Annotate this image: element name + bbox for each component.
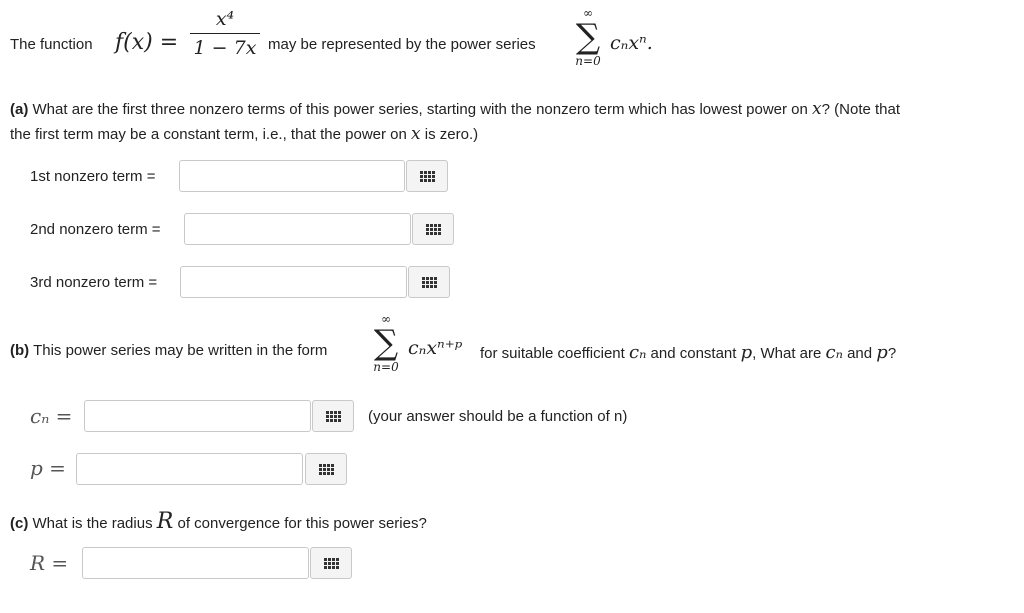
fraction-numerator: x⁴	[215, 8, 235, 30]
part-c-tag: (c)	[10, 515, 29, 532]
part-a-text-3: the first term may be a constant term, i.e., that the power on	[10, 126, 407, 143]
part-b-text-2: for suitable coefficient	[480, 345, 625, 362]
third-term-keypad-button[interactable]	[408, 266, 450, 298]
cn-symbol: cₙ	[628, 342, 647, 363]
part-a-var: x	[812, 99, 822, 119]
p-input[interactable]	[76, 453, 303, 485]
part-b-text-1: This power series may be written in the form	[33, 342, 328, 359]
keypad-grid-icon	[319, 464, 334, 475]
cn-input[interactable]	[84, 400, 311, 432]
first-term-keypad-button[interactable]	[406, 160, 448, 192]
part-a-text-2: ? (Note that	[821, 101, 901, 118]
fraction-denominator: 1 − 7x	[193, 37, 257, 59]
second-term-input[interactable]	[184, 213, 411, 245]
part-a-question	[10, 97, 1020, 147]
part-b-rest	[480, 342, 896, 363]
r-keypad-button[interactable]	[310, 547, 352, 579]
part-a-tag: (a)	[10, 101, 29, 118]
intro-middle: may be represented by the power series	[268, 36, 536, 53]
part-b-text-5: and	[847, 345, 873, 362]
part-b-text-3: and constant	[650, 345, 737, 362]
keypad-grid-icon	[422, 277, 437, 288]
function-name: f(x) =	[115, 30, 179, 55]
part-b-text-4: , What are	[752, 345, 822, 362]
p-symbol-2: p	[876, 342, 888, 363]
cn-symbol-2: cₙ	[825, 342, 843, 363]
sum-lower-b: n=0	[373, 360, 399, 374]
keypad-grid-icon	[324, 558, 339, 569]
r-symbol: R	[156, 509, 174, 534]
keypad-grid-icon	[426, 224, 441, 235]
third-term-input[interactable]	[180, 266, 407, 298]
part-b-text-6: ?	[887, 345, 897, 362]
p-label: p =	[30, 456, 66, 480]
intro-prefix: The function	[10, 36, 93, 53]
cn-hint: (your answer should be a function of n)	[368, 408, 628, 425]
sum-upper: ∞	[583, 6, 593, 20]
second-term-label: 2nd nonzero term =	[30, 221, 161, 238]
part-c-question	[10, 509, 427, 534]
sum-upper-b: ∞	[381, 312, 391, 326]
cn-keypad-button[interactable]	[312, 400, 354, 432]
p-symbol: p	[740, 342, 753, 363]
series-term-b: cₙxⁿ⁺ᵖ	[408, 337, 463, 359]
r-label: R =	[30, 551, 69, 575]
first-term-label: 1st nonzero term =	[30, 168, 156, 185]
part-b-tag: (b)	[10, 342, 30, 359]
second-term-keypad-button[interactable]	[412, 213, 454, 245]
sum-lower: n=0	[575, 54, 601, 68]
part-c-text-2: of convergence for this power series?	[177, 515, 427, 532]
keypad-grid-icon	[420, 171, 435, 182]
cn-label: cₙ =	[30, 404, 73, 428]
keypad-grid-icon	[326, 411, 341, 422]
series-term: cₙxⁿ.	[610, 32, 653, 54]
r-input[interactable]	[82, 547, 309, 579]
part-a-text-4: is zero.)	[424, 126, 479, 143]
part-c-text-1: What is the radius	[32, 515, 153, 532]
part-a-text-1: What are the first three nonzero terms of this power series, starting with the nonzero term which has lowest power on	[32, 101, 808, 118]
sum-symbol-b: ∞ ∑ n=0	[366, 312, 406, 374]
fraction	[188, 8, 262, 59]
third-term-label: 3rd nonzero term =	[30, 274, 158, 291]
first-term-input[interactable]	[179, 160, 405, 192]
part-a-var-2: x	[411, 124, 421, 144]
sum-symbol: ∞ ∑ n=0	[568, 6, 608, 68]
part-b-intro	[10, 342, 327, 359]
p-keypad-button[interactable]	[305, 453, 347, 485]
